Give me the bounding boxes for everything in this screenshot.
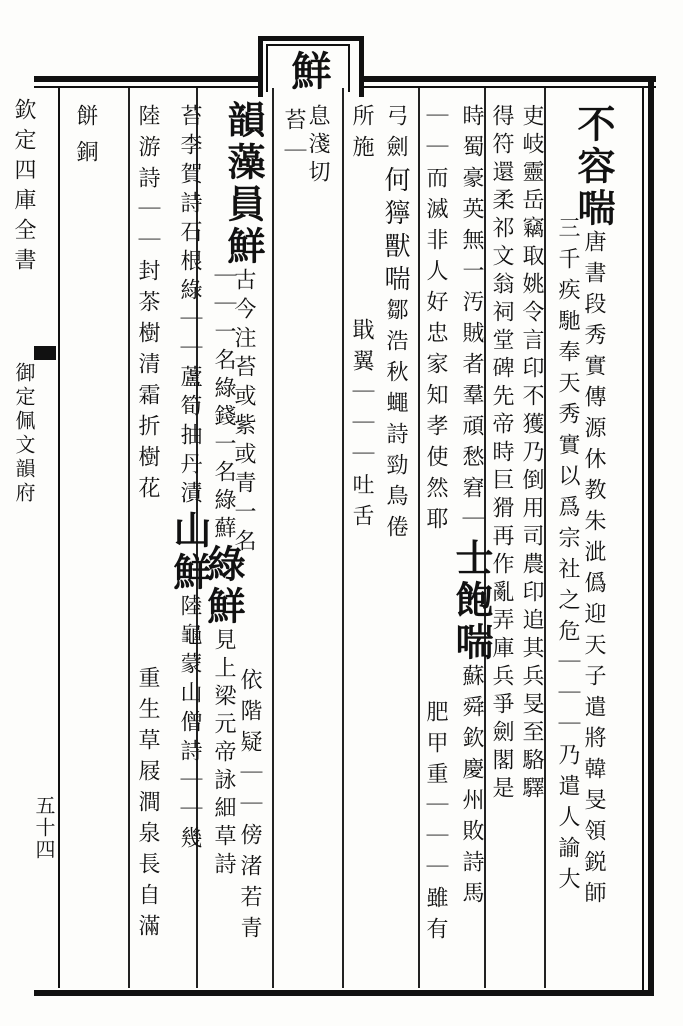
book-title: 御定佩文韻府: [12, 362, 36, 506]
entry-text: 苔｜: [281, 108, 306, 170]
entry-text: 唐書段秀實傳源休教朱泚僞迎天子遣將韓旻領鋭師: [581, 230, 606, 912]
entry-text: 依階疑｜｜傍渚若青: [237, 668, 262, 947]
column-rule: [128, 88, 130, 988]
entry-heading: 士飽喘: [449, 538, 494, 664]
text-column: [238, 668, 260, 947]
entry-text: 弓劍: [383, 104, 408, 166]
text-column: [136, 666, 158, 945]
column-rule: [418, 88, 420, 988]
text-column: [74, 104, 96, 176]
text-column: [556, 216, 578, 898]
entry-text: 陸龜蒙山僧詩｜｜幾: [177, 594, 202, 855]
text-column: [136, 104, 158, 507]
fish-tail-mark: [34, 346, 56, 360]
text-column: [350, 318, 372, 535]
text-column: [449, 104, 494, 912]
entry-text: 所施: [349, 104, 374, 166]
heading-annotation: 息淺切: [305, 104, 330, 188]
series-title: 欽定四庫全書: [11, 98, 36, 278]
entry-text: 肥甲重｜｜｜雖有: [423, 700, 448, 948]
entry-text: 三千疾馳奉天秀實以爲宗社之危｜｜｜乃遣人諭大: [555, 216, 580, 898]
entry-heading: 何獰獸喘: [380, 166, 410, 298]
column-rule: [342, 88, 344, 988]
entry-text: 鄒浩秋蠅詩勁鳥倦: [383, 298, 408, 546]
column-rule: [272, 88, 274, 988]
column-rule: [544, 88, 546, 988]
entry-heading: 綠鮮: [201, 544, 246, 628]
text-column: [424, 104, 446, 538]
frame-right-inner-border: [642, 86, 644, 990]
text-column: [382, 104, 408, 546]
frame-right-border: [648, 76, 654, 996]
entry-text: 古今注苔或紫或青一名: [231, 268, 256, 558]
entry-text: 時蜀豪英無一汚賊者羣頑愁窘｜: [459, 104, 484, 538]
entry-text: 蘇舜欽慶州敗詩馬: [459, 664, 484, 912]
heading-char: 鮮: [285, 50, 332, 92]
entry-text: 餅銅: [73, 104, 98, 176]
page-number: 五十四: [32, 795, 56, 861]
entry-text: 陸游詩｜｜封茶樹清霜折樹花: [135, 104, 160, 507]
text-column: [424, 700, 446, 948]
entry-text: ｜｜而滅非人好忠家知孝使然耶: [423, 104, 448, 538]
entry-text: 見上梁元帝詠細草詩: [211, 628, 236, 880]
entry-text: ｜｜一名綠錢一名綠蘚: [211, 264, 236, 544]
entry-heading: 山鮮: [167, 510, 212, 594]
entry-heading: 不容喘: [571, 104, 616, 230]
entry-text: 苔李賀詩石根綠｜｜蘆筍抽丹漬: [177, 104, 202, 510]
text-column: [520, 104, 542, 804]
margin-separator: [58, 88, 60, 988]
entry-text: 吏岐靈岳竊取姚令言印不獲乃倒用司農印追其兵旻至駱驛: [519, 104, 544, 804]
text-column: [282, 108, 304, 170]
entry-text: 重生草屐澗泉長自滿: [135, 666, 160, 945]
entry-text: 得符還柔祁文翁祠堂碑先帝時巨猾再作亂弄庫兵爭劍閣是: [489, 104, 514, 804]
entry-text: 戢翼｜｜｜吐舌: [349, 318, 374, 535]
text-column: [490, 104, 512, 804]
text-column: [167, 104, 212, 855]
entry-heading: 韻藻員鮮: [221, 100, 266, 268]
text-column: [350, 104, 372, 166]
frame-bottom-border: [34, 990, 654, 996]
